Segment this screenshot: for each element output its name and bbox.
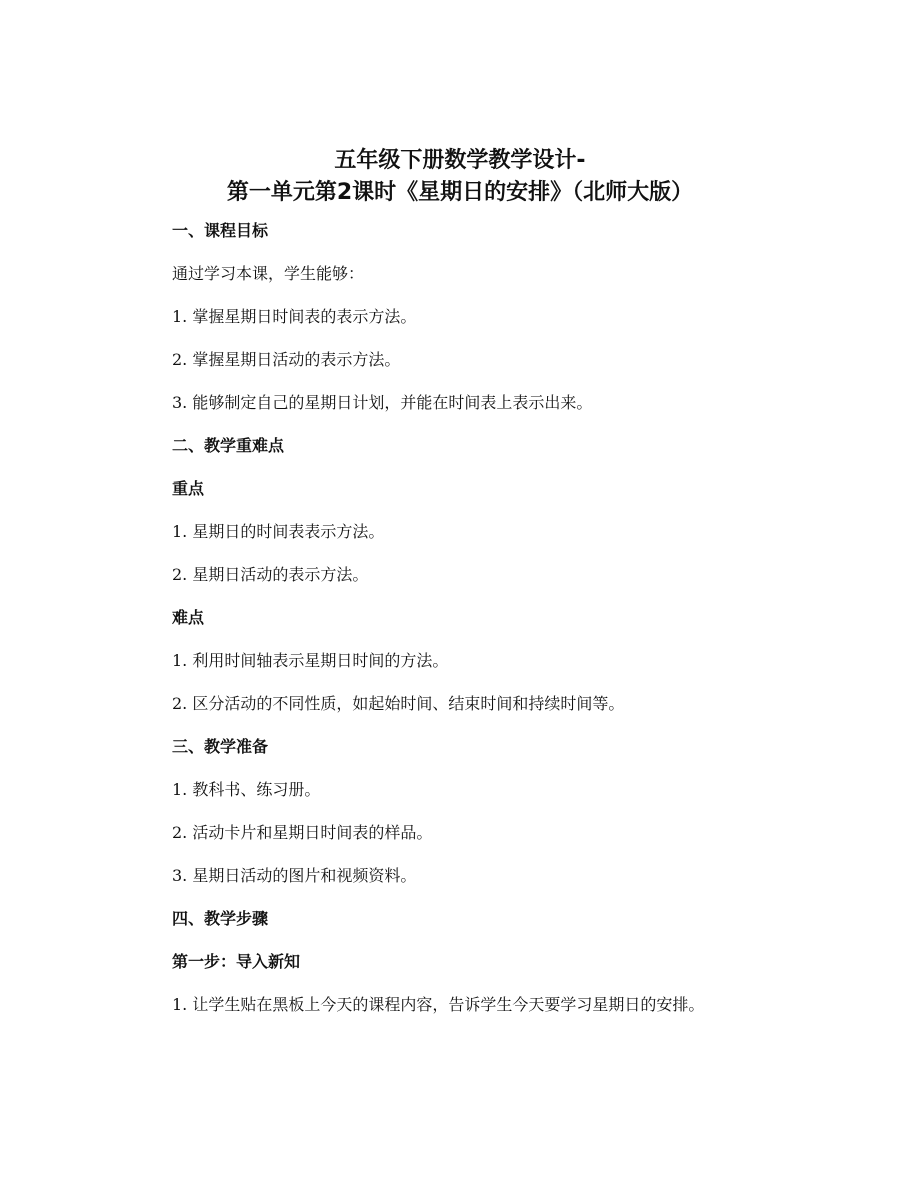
preparation-item: 2. 活动卡片和星期日时间表的样品。 xyxy=(172,823,433,842)
objective-item: 1. 掌握星期日时间表的表示方法。 xyxy=(172,307,417,326)
objective-item: 3. 能够制定自己的星期日计划，并能在时间表上表示出来。 xyxy=(172,393,593,412)
subheading-key: 重点 xyxy=(172,479,205,498)
subheading-step-1: 第一步：导入新知 xyxy=(172,952,301,971)
step-item: 1. 让学生贴在黑板上今天的课程内容，告诉学生今天要学习星期日的安排。 xyxy=(172,995,705,1014)
section-heading-steps: 四、教学步骤 xyxy=(172,909,269,928)
key-item: 1. 星期日的时间表表示方法。 xyxy=(172,522,385,541)
document-title-line-2: 第一单元第2课时《星期日的安排》（北师大版） xyxy=(226,180,694,205)
difficult-item: 1. 利用时间轴表示星期日时间的方法。 xyxy=(172,651,449,670)
preparation-item: 3. 星期日活动的图片和视频资料。 xyxy=(172,866,417,885)
objective-item: 2. 掌握星期日活动的表示方法。 xyxy=(172,350,401,369)
section-heading-key-points: 二、教学重难点 xyxy=(172,436,285,455)
section-heading-objectives: 一、课程目标 xyxy=(172,221,269,240)
document-title-line-1: 五年级下册数学教学设计- xyxy=(334,148,586,173)
subheading-difficult: 难点 xyxy=(172,608,205,627)
objectives-intro: 通过学习本课，学生能够： xyxy=(172,264,365,283)
key-item: 2. 星期日活动的表示方法。 xyxy=(172,565,369,584)
preparation-item: 1. 教科书、练习册。 xyxy=(172,780,321,799)
section-heading-preparation: 三、教学准备 xyxy=(172,737,269,756)
difficult-item: 2. 区分活动的不同性质，如起始时间、结束时间和持续时间等。 xyxy=(172,694,625,713)
